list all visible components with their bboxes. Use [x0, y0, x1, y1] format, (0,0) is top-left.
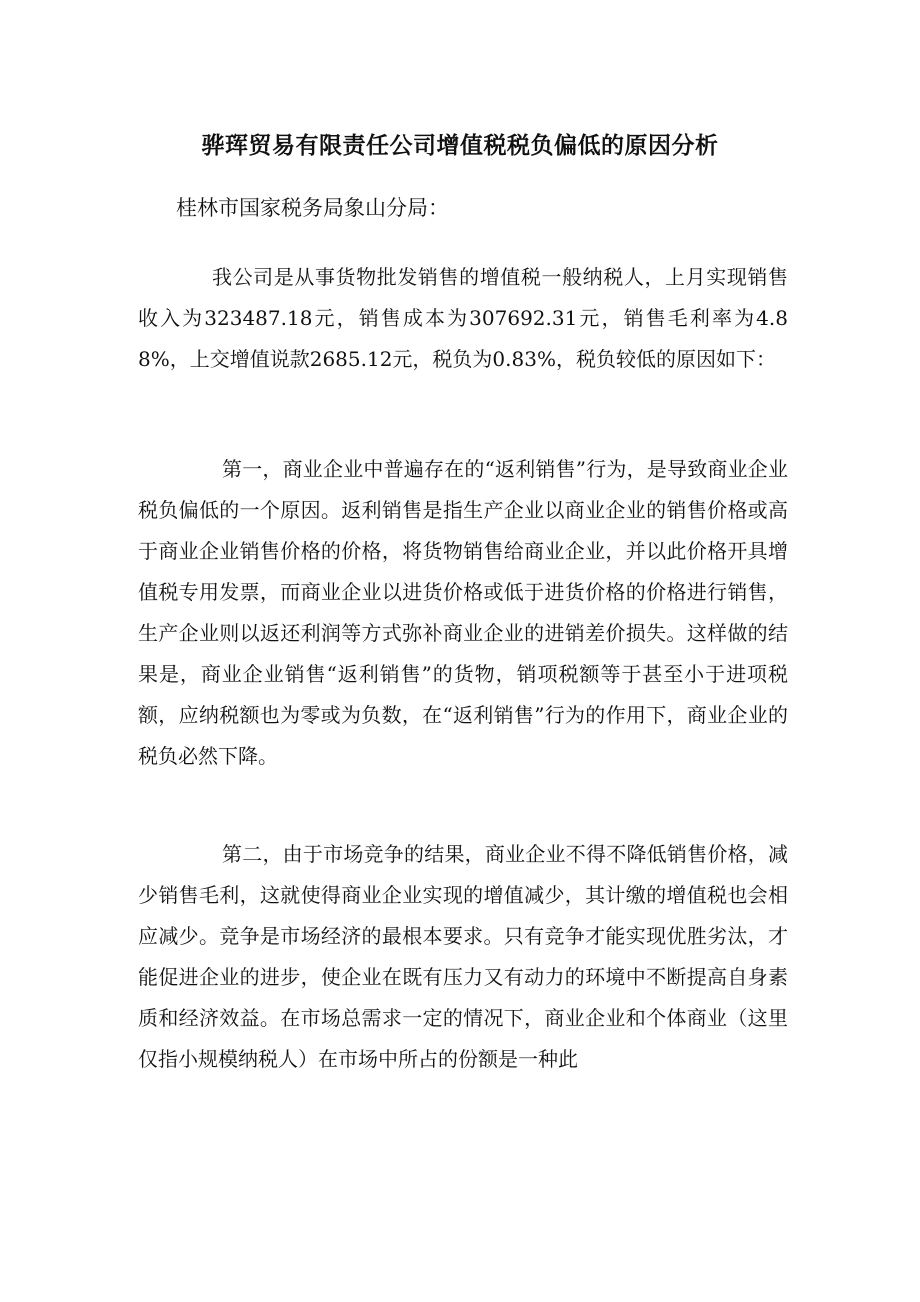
paragraph-reason-one: 第一，商业企业中普遍存在的“返利销售”行为，是导致商业企业税负偏低的一个原因。返利销售是指生产企业以商业企业的销售价格或高于商业企业销售价格的价格，将货物销售给商业企业，并以此价格开具增值税专用发票，而商业企业以进货价格或低于进货价格的价格进行销售，生产企业则以返还利润等方式弥补商业企业的进销差价损失。这样做的结果是，商业企业销售“返利销售”的货物，销项税额等于甚至小于进项税额，应纳税额也为零或为负数，在“返利销售”行为的作用下，商业企业的税负必然下降。 — [138, 457, 788, 768]
paragraph-intro: 我公司是从事货物批发销售的增值税一般纳税人，上月实现销售收入为323487.18元，销售成本为307692.31元，销售毛利率为4.88%，上交增值说款2685.12元，税负为0.83%，税负较低的原因如下： — [138, 265, 788, 371]
document-title: 骅珲贸易有限责任公司增值税税负偏低的原因分析 — [201, 133, 719, 159]
addressee-line: 桂林市国家税务局象山分局： — [176, 196, 449, 220]
paragraph-reason-two: 第二，由于市场竞争的结果，商业企业不得不降低销售价格，减少销售毛利，这就使得商业企业实现的增值减少，其计缴的增值税也会相应减少。竞争是市场经济的最根本要求。只有竞争才能实现优胜劣汰，才能促进企业的进步，使企业在既有压力又有动力的环境中不断提高自身素质和经济效益。在市场总需求一定的情况下，商业企业和个体商业（这里仅指小规模纳税人）在市场中所占的份额是一种此 — [138, 842, 788, 1071]
